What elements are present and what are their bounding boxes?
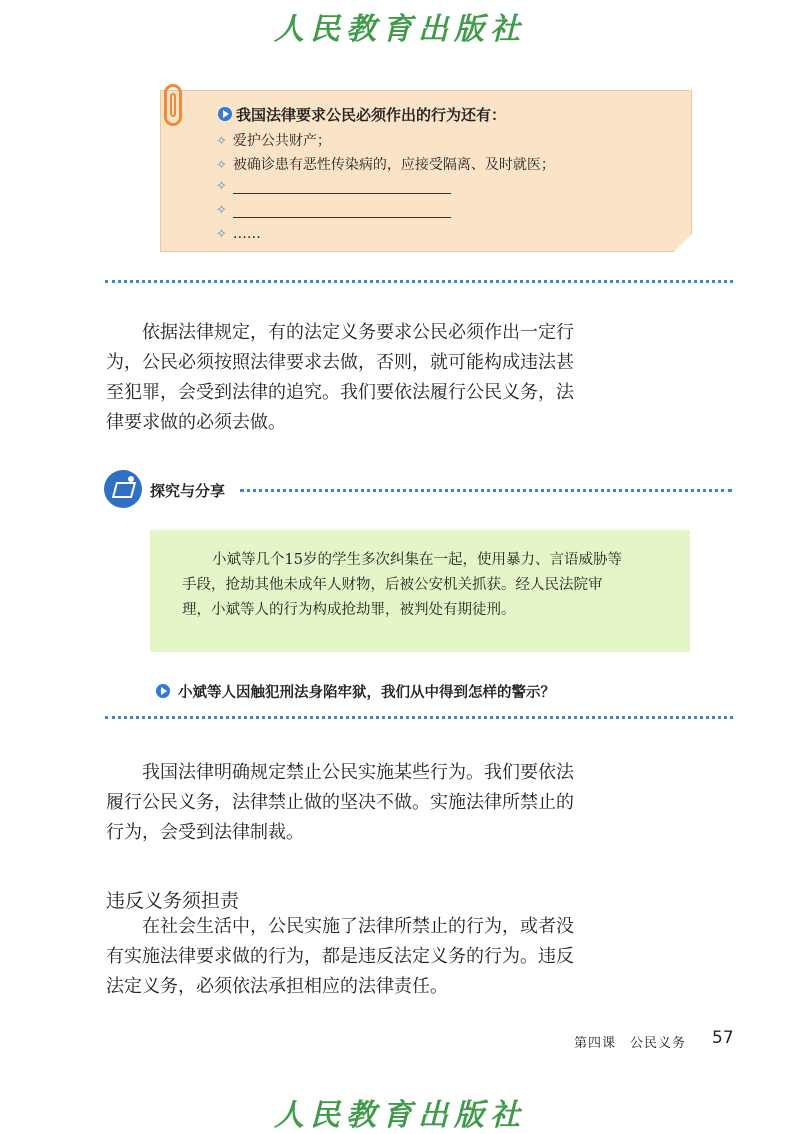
diamond-bullet-icon: ✧ <box>216 158 227 173</box>
play-circle-icon <box>218 107 232 121</box>
footer-lesson-title: 第四课 公民义务 <box>574 1036 687 1051</box>
diamond-bullet-icon: ✧ <box>216 179 227 194</box>
section-paragraph: 在社会生活中，公民实施了法律所禁止的行为，或者没有实施法律要求做的行为，都是违反法定义务的行为。违反法定义务，必须依法承担相应的法律责任。 <box>106 916 574 997</box>
note-item <box>216 130 331 150</box>
diamond-bullet-icon: ✧ <box>216 134 227 149</box>
note-item-text: 爱护公共财产； <box>232 133 331 149</box>
body-paragraph-1: 依据法律规定，有的法定义务要求公民必须作出一定行为，公民必须按照法律要求去做，否则，就可能构成违法甚至犯罪，会受到法律的追究。我们要依法履行公民义务，法律要求做的必须去做。 <box>106 322 574 433</box>
publisher-watermark-bottom: 人民教育出版社 <box>274 1098 526 1133</box>
note-title: 我国法律要求公民必须作出的行为还有： <box>236 106 507 124</box>
body-paragraph-2: 我国法律明确规定禁止公民实施某些行为。我们要依法履行公民义务，法律禁止做的坚决不做。实施法律所禁止的行为，会受到法律制裁。 <box>106 762 574 843</box>
page-number: 57 <box>712 1028 734 1048</box>
explore-title: 探究与分享 <box>150 482 226 500</box>
fill-in-blank-line <box>233 203 451 218</box>
explore-cube-icon <box>104 470 142 508</box>
paperclip-icon <box>164 84 182 126</box>
section-heading: 违反义务须担责 <box>106 890 240 912</box>
explore-question: 小斌等人因触犯刑法身陷牢狱，我们从中得到怎样的警示？ <box>178 685 555 701</box>
diamond-bullet-icon: ✧ <box>216 227 227 242</box>
note-item <box>216 154 555 174</box>
publisher-watermark-top: 人民教育出版社 <box>274 12 526 47</box>
note-item-text: …… <box>232 226 261 242</box>
note-item-blank <box>216 178 451 194</box>
play-circle-icon <box>156 684 170 698</box>
dotted-divider <box>105 716 733 719</box>
fill-in-blank-line <box>233 179 451 194</box>
note-item-text: 被确诊患有恶性传染病的，应接受隔离、及时就医； <box>232 157 555 173</box>
explore-dotted-line <box>240 489 732 492</box>
note-item <box>216 226 261 242</box>
dotted-divider <box>105 280 733 283</box>
case-text: 小斌等几个15岁的学生多次纠集在一起，使用暴力、言语威胁等手段，抢劫其他未成年人财物，后被公安机关抓获。经人民法院审理，小斌等人的行为构成抢劫罪，被判处有期徒刑。 <box>182 552 622 618</box>
diamond-bullet-icon: ✧ <box>216 203 227 218</box>
note-fold-corner <box>674 234 692 252</box>
note-item-blank <box>216 202 451 218</box>
